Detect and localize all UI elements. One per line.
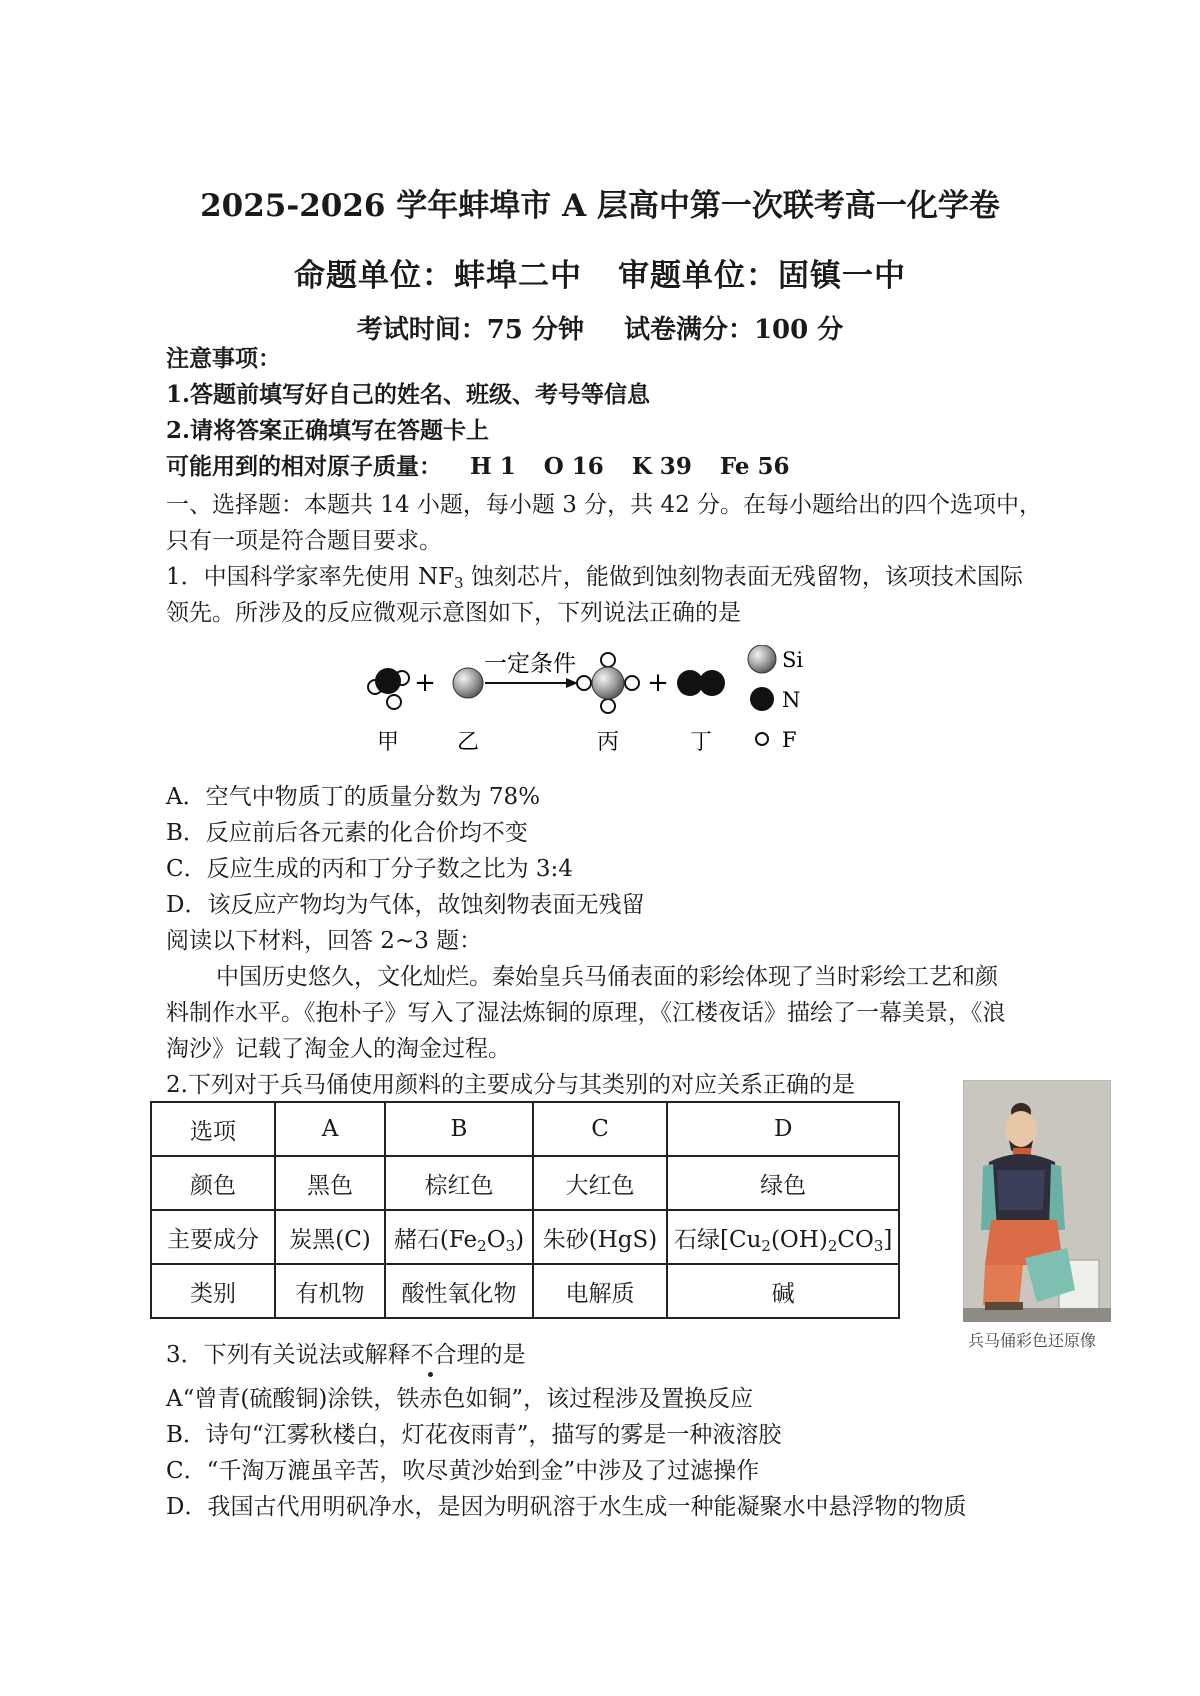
emphasis-dot [428, 1372, 433, 1377]
q1-option-c: C．反应生成的丙和丁分子数之比为 3:4 [166, 856, 573, 882]
q1-stem: 1．中国科学家率先使用 $NF_3$ 蚀刻芯片，能做到蚀刻物表面无残留物，该项技术国际 [166, 564, 1023, 592]
q3-option-b: B．诗句“江雾秋楼白，灯花夜雨青”，描写的雾是一种液溶胶 [166, 1422, 782, 1448]
section-heading-cont: 只有一项是符合题目要求。 [166, 528, 442, 554]
atom-yi [453, 668, 483, 698]
table-row [151, 1102, 899, 1156]
label-bing: 丙 [596, 730, 620, 755]
terracotta-warrior-photo [963, 1080, 1111, 1322]
table-cell: 绿色 [667, 1156, 899, 1210]
table-cell: 黑色 [275, 1156, 385, 1210]
molecule-ding [677, 670, 725, 696]
reviewer-unit: 审题单位：固镇一中 [618, 258, 906, 294]
plus-sign: + [647, 668, 669, 698]
table-cell: 朱砂(HgS) [533, 1210, 667, 1264]
reading-paragraph: 淘沙》记载了淘金人的淘金过程。 [166, 1036, 511, 1062]
table-cell: 赭石$(Fe_2O_3)$ [385, 1210, 533, 1264]
legend-si-icon [748, 645, 776, 673]
table-cell: 棕红色 [385, 1156, 533, 1210]
row-header: 主要成分 [151, 1210, 275, 1264]
notice-item: 2.请将答案正确填写在答题卡上 [166, 417, 490, 444]
proposer-unit: 命题单位：蚌埠二中 [294, 258, 582, 294]
reading-intro: 阅读以下材料，回答 2~3 题： [166, 928, 483, 954]
atomic-mass: H 1 [470, 453, 516, 480]
atomic-mass-line [166, 452, 1066, 482]
full-score: 试卷满分：100 分 [623, 315, 844, 345]
reaction-diagram [350, 645, 870, 765]
q1-option-a: A．空气中物质丁的质量分数为 78% [166, 784, 541, 810]
table-cell: 酸性氧化物 [385, 1264, 533, 1318]
reading-paragraph: 料制作水平。《抱朴子》写入了湿法炼铜的原理，《江楼夜话》描绘了一幕美景，《浪 [166, 1000, 1006, 1026]
table-cell: 电解质 [533, 1264, 667, 1318]
exam-time: 考试时间：75 分钟 [356, 315, 584, 345]
atomic-mass-label: 可能用到的相对原子质量： [166, 453, 442, 480]
molecule-bing [577, 653, 639, 713]
q1-option-b: B．反应前后各元素的化合价均不变 [166, 820, 528, 846]
legend-si: Si [782, 648, 804, 672]
legend-f-icon [756, 733, 768, 745]
table-row [151, 1210, 899, 1264]
q1-option-d: D．该反应产物均为气体，故蚀刻物表面无残留 [166, 892, 645, 918]
exam-time-score [0, 309, 1200, 346]
atomic-mass: K 39 [631, 453, 692, 480]
table-cell: 碱 [667, 1264, 899, 1318]
legend-n-icon [750, 687, 774, 711]
table-row [151, 1156, 899, 1210]
q3-stem: 3．下列有关说法或解释不合理的是 [166, 1342, 526, 1368]
row-header: 选项 [151, 1102, 275, 1156]
reaction-condition: 一定条件 [484, 651, 576, 677]
exam-title: 2025-2026 学年蚌埠市 A 层高中第一次联考高一化学卷 [200, 188, 1000, 224]
q3-option-a: A“曾青(硫酸铜)涂铁，铁赤色如铜”，该过程涉及置换反应 [166, 1386, 754, 1412]
atomic-mass: Fe 56 [719, 453, 790, 480]
notice-heading: 注意事项： [166, 345, 281, 372]
row-header: 类别 [151, 1264, 275, 1318]
legend-n: N [782, 688, 801, 712]
q2-stem: 2.下列对于兵马俑使用颜料的主要成分与其类别的对应关系正确的是 [166, 1072, 855, 1098]
pigment-table [150, 1101, 900, 1319]
reading-paragraph: 中国历史悠久，文化灿烂。秦始皇兵马俑表面的彩绘体现了当时彩绘工艺和颜 [216, 964, 998, 990]
section-heading: 一、选择题：本题共 14 小题，每小题 3 分，共 42 分。在每小题给出的四个选项中， [166, 492, 1043, 518]
label-jia: 甲 [376, 730, 400, 755]
photo-caption: 兵马俑彩色还原像 [968, 1331, 1097, 1350]
table-cell: 炭黑(C) [275, 1210, 385, 1264]
table-cell: D [667, 1102, 899, 1156]
label-yi: 乙 [456, 730, 480, 755]
table-cell: C [533, 1102, 667, 1156]
legend-f: F [782, 728, 797, 752]
table-cell: 大红色 [533, 1156, 667, 1210]
q3-option-d: D．我国古代用明矾净水，是因为明矾溶于水生成一种能凝聚水中悬浮物的物质 [166, 1494, 967, 1520]
table-cell: 石绿$[Cu_2(OH)_2CO_3]$ [667, 1210, 899, 1264]
table-row [151, 1264, 899, 1318]
row-header: 颜色 [151, 1156, 275, 1210]
q3-option-c: C．“千淘万漉虽辛苦，吹尽黄沙始到金”中涉及了过滤操作 [166, 1458, 760, 1484]
exam-units [0, 250, 1200, 295]
table-cell: B [385, 1102, 533, 1156]
atomic-mass: O 16 [543, 453, 604, 480]
notice-item: 1.答题前填写好自己的姓名、班级、考号等信息 [166, 381, 651, 408]
table-cell: 有机物 [275, 1264, 385, 1318]
molecule-jia [368, 668, 409, 709]
table-cell: A [275, 1102, 385, 1156]
q1-stem-cont: 领先。所涉及的反应微观示意图如下，下列说法正确的是 [166, 600, 741, 626]
label-ding: 丁 [689, 730, 713, 755]
plus-sign: + [414, 668, 436, 698]
